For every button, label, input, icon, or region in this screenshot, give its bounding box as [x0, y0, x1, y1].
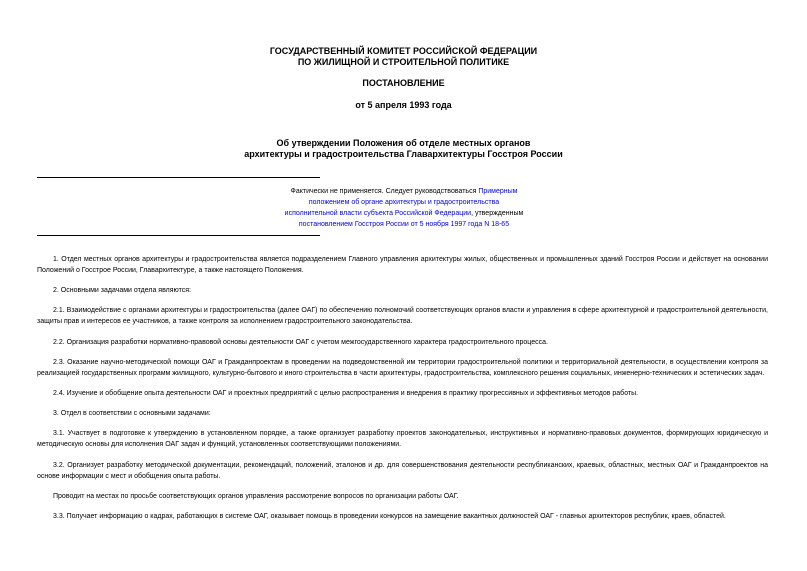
paragraph-2-4: 2.4. Изучение и обобщение опыта деятельности ОАГ и проектных предприятий с целью распространения и внедрения в практику прогрессивных и эффективных методов работы.: [53, 389, 639, 397]
note-link-model-regulation-end[interactable]: исполнительной власти субъекта Российской Федерации: [284, 210, 472, 217]
paragraph-2-2: 2.2. Организация разработки нормативно-правовой основы деятельности ОАГ с учетом межгосударственного характера градостроительного процесса.: [53, 338, 548, 346]
note-divider-bottom: [37, 235, 320, 236]
paragraph-3-1: 3.1. Участвует в подготовке к утверждению в установленном порядке, а также организует разработку проектов законодательных, инструктивных и нормативно-правовых документов, формирующих юридическую и методическую основы для исполнения ОАГ задач и функций, установленных соответствующими положениями.: [37, 430, 768, 449]
paragraph-3-2: 3.2. Организует разработку методической документации, рекомендаций, положений, эталонов и др. для совершенствования деятельности республиканских, краевых, областных, местных ОАГ и Гражданпроектов на основе информации с мест и обобщения опыта работы.: [37, 461, 768, 480]
note-middle: , утвержденным: [471, 210, 524, 217]
note-link-gosstroy-decree[interactable]: постановлением Госстроя России от 5 ноября 1997 года N 18-65: [298, 221, 510, 228]
note-link-model-regulation-cont[interactable]: положением об органе архитектуры и градостроительства: [308, 199, 500, 206]
issuing-authority: [0, 46, 807, 68]
document-title: [0, 138, 807, 160]
paragraph-1: 1. Отдел местных органов архитектуры и градостроительства является подразделением Главного управления архитектуры жилых, общественных и промышленных зданий Госстроя России и действует на основании Положений о Госстрое России, Главархитектуре, а также настоящего Положения.: [37, 256, 768, 274]
authority-line-2: ПО ЖИЛИЩНОЙ И СТРОИТЕЛЬНОЙ ПОЛИТИКЕ: [297, 57, 510, 67]
document-date: от 5 апреля 1993 года: [355, 100, 452, 110]
title-line-2: архитектуры и градостроительства Главархитектуры Госстроя России: [244, 149, 563, 159]
status-note: [210, 186, 598, 230]
note-link-model-regulation[interactable]: Примерным: [478, 188, 518, 195]
note-prefix: Фактически не применяется. Следует руководствоваться: [290, 188, 477, 195]
paragraph-3: 3. Отдел в соответствии с основными задачами:: [53, 410, 211, 418]
document-body: [37, 254, 768, 531]
paragraph-3-2-extra: Проводит на местах по просьбе соответствующих органов управления рассмотрение вопросов по организации работы ОАГ.: [53, 492, 459, 500]
note-divider-top: [37, 177, 320, 178]
paragraph-2-1: 2.1. Взаимодействие с органами архитектуры и градостроительства (далее ОАГ) по обеспечению полномочий соответствующих органов власти и управления в сфере архитектурной и градостроительной деятельности, защиты прав и интересов ее участников, а также контроля за исполнением градостроительного законодательства.: [37, 307, 768, 326]
paragraph-2-3: 2.3. Оказание научно-методической помощи ОАГ и Гражданпроектам в проведении на подведомственной им территории градостроительной политики и территориальной деятельности, в осуществлении контроля за реализацией государственных программ жилищного, культурно-бытового и иного строительства в части архитектуры, градостроительства, комплексного решения социальных, инженерно-технических и эстетических задач.: [37, 358, 768, 377]
authority-line-1: ГОСУДАРСТВЕННЫЙ КОМИТЕТ РОССИЙСКОЙ ФЕДЕРАЦИИ: [269, 46, 538, 56]
document-type: ПОСТАНОВЛЕНИЕ: [362, 78, 445, 88]
paragraph-3-3: 3.3. Получает информацию о кадрах, работающих в системе ОАГ, оказывает помощь в проведении конкурсов на замещение вакантных должностей ОАГ - главных архитекторов республик, краев, областей.: [53, 512, 726, 520]
paragraph-2: 2. Основными задачами отдела являются:: [53, 287, 191, 295]
title-line-1: Об утверждении Положения об отделе местных органов: [276, 138, 531, 148]
